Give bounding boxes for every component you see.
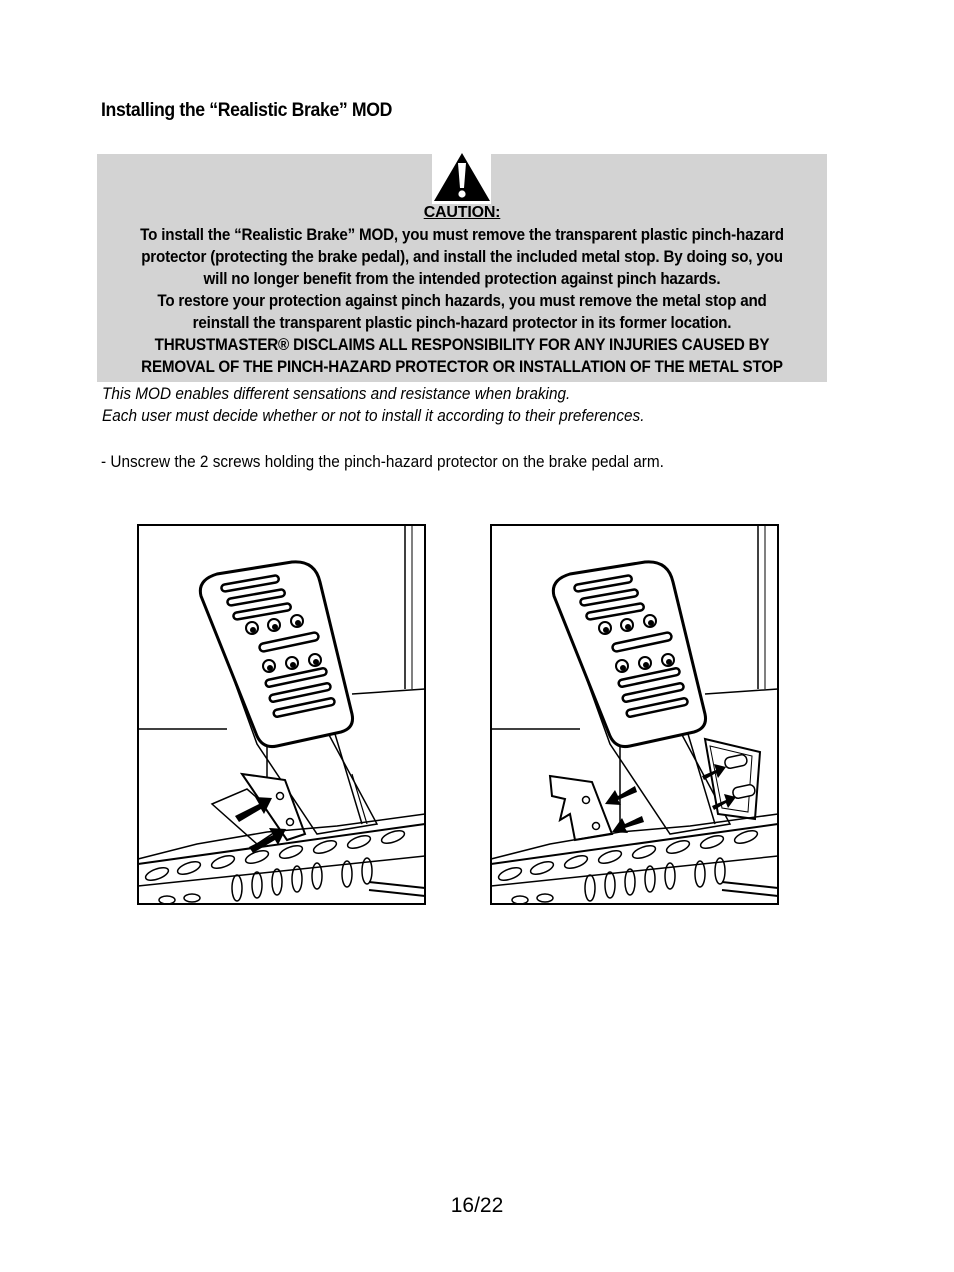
page-number: 16/22: [450, 1194, 504, 1217]
step-instruction: - Unscrew the 2 screws holding the pinch-hazard protector on the brake pedal arm.: [101, 453, 664, 471]
caution-line: reinstall the transparent plastic pinch-hazard protector in its former location.: [192, 314, 732, 332]
caution-line: To restore your protection against pinch hazards, you must remove the metal stop and: [157, 292, 767, 310]
caution-line: protector (protecting the brake pedal), and install the included metal stop. By doing so, you: [141, 248, 783, 266]
intro-line: Each user must decide whether or not to install it according to their preferences.: [102, 407, 645, 425]
intro-line: This MOD enables different sensations and resistance when braking.: [102, 385, 571, 403]
caution-line: THRUSTMASTER® DISCLAIMS ALL RESPONSIBILITY FOR ANY INJURIES CAUSED BY: [154, 336, 770, 354]
caution-line: To install the “Realistic Brake” MOD, you must remove the transparent plastic pinch-hazard: [140, 226, 784, 244]
caution-title: CAUTION:: [423, 204, 501, 221]
pedal-protector-illustration: [137, 524, 426, 905]
intro-paragraph: [102, 383, 644, 427]
caution-line: will no longer benefit from the intended protection against pinch hazards.: [203, 270, 721, 288]
caution-line: REMOVAL OF THE PINCH-HAZARD PROTECTOR OR INSTALLATION OF THE METAL STOP: [141, 358, 783, 376]
warning-triangle-icon: [432, 151, 492, 203]
metal-stop-illustration: [490, 524, 779, 905]
caution-text: [97, 202, 827, 378]
section-title: Installing the “Realistic Brake” MOD: [101, 100, 393, 121]
